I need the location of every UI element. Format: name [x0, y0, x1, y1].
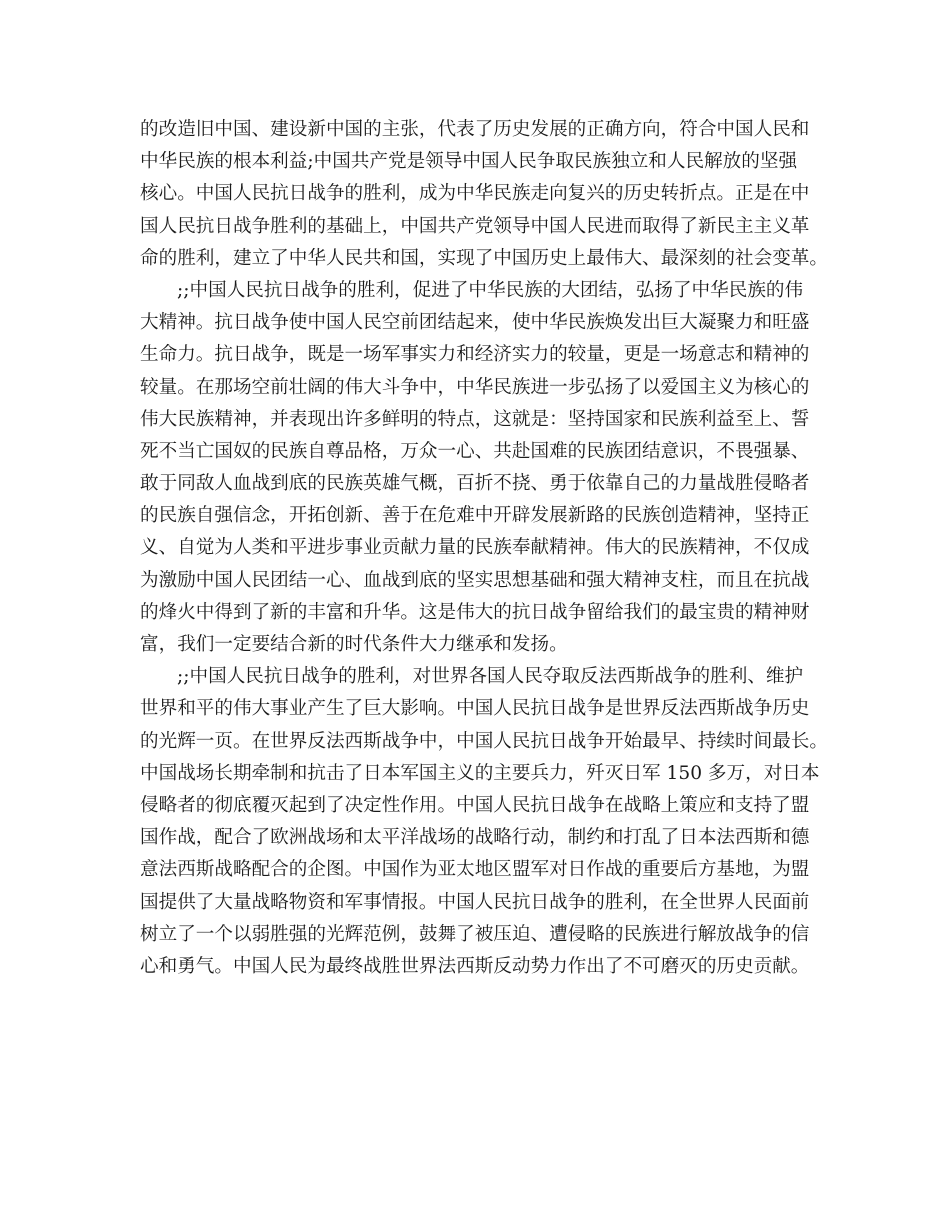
text-line: 大精神。抗日战争使中国人民空前团结起来，使中华民族焕发出巨大凝聚力和旺盛 [140, 312, 810, 334]
document-body [140, 114, 830, 983]
text-line: 的改造旧中国、建设新中国的主张，代表了历史发展的正确方向，符合中国人民和 [140, 119, 810, 140]
text-line: 的烽火中得到了新的丰富和升华。这是伟大的抗日战争留给我们的最宝贵的精神财 [140, 601, 810, 623]
text-line: 心和勇气。中国人民为最终战胜世界法西斯反动势力作出了不可磨灭的历史贡献。 [140, 955, 810, 977]
text-line: 中国战场长期牵制和抗击了日本军国主义的主要兵力，歼灭日军 150 多万，对日本 [140, 762, 820, 784]
text-line: 的光辉一页。在世界反法西斯战争中，中国人民抗日战争开始最早、持续时间最长。 [140, 730, 828, 752]
text-line: ;;中国人民抗日战争的胜利，促进了中华民族的大团结，弘扬了中华民族的伟 [177, 279, 804, 301]
text-line: 生命力。抗日战争，既是一场军事实力和经济实力的较量，更是一场意志和精神的 [140, 344, 810, 366]
text-line: 义、自觉为人类和平进步事业贡献力量的民族奉献精神。伟大的民族精神，不仅成 [140, 537, 810, 559]
text-line: 意法西斯战略配合的企图。中国作为亚太地区盟军对日作战的重要后方基地，为盟 [140, 859, 810, 881]
text-line: 中华民族的根本利益;中国共产党是领导中国人民争取民族独立和人民解放的坚强 [140, 151, 798, 173]
text-line: 较量。在那场空前壮阔的伟大斗争中，中华民族进一步弘扬了以爱国主义为核心的 [140, 376, 810, 398]
text-line: 侵略者的彻底覆灭起到了决定性作用。中国人民抗日战争在战略上策应和支持了盟 [140, 794, 810, 816]
text-line: 的民族自强信念，开拓创新、善于在危难中开辟发展新路的民族创造精神，坚持正 [140, 505, 810, 527]
text-line: 世界和平的伟大事业产生了巨大影响。中国人民抗日战争是世界反法西斯战争历史 [140, 698, 810, 720]
paragraph [140, 661, 830, 983]
text-line: 敢于同敌人血战到底的民族英雄气概，百折不挠、勇于依靠自己的力量战胜侵略者 [140, 473, 810, 495]
text-line: 死不当亡国奴的民族自尊品格，万众一心、共赴国难的民族团结意识，不畏强暴、 [140, 440, 810, 462]
text-line: 国人民抗日战争胜利的基础上，中国共产党领导中国人民进而取得了新民主主义革 [140, 215, 810, 237]
paragraph [140, 114, 830, 275]
text-line: 命的胜利，建立了中华人民共和国，实现了中国历史上最伟大、最深刻的社会变革。 [140, 247, 828, 269]
paragraph [140, 275, 830, 661]
text-line: ;;中国人民抗日战争的胜利，对世界各国人民夺取反法西斯战争的胜利、维护 [177, 666, 804, 688]
text-line: 伟大民族精神，并表现出许多鲜明的特点，这就是：坚持国家和民族利益至上、誓 [140, 408, 810, 430]
text-line: 富，我们一定要结合新的时代条件大力继承和发扬。 [140, 634, 568, 655]
text-line: 核心。中国人民抗日战争的胜利，成为中华民族走向复兴的历史转折点。正是在中 [140, 183, 810, 205]
text-line: 国作战，配合了欧洲战场和太平洋战场的战略行动，制约和打乱了日本法西斯和德 [140, 827, 810, 849]
text-line: 为激励中国人民团结一心、血战到底的坚实思想基础和强大精神支柱，而且在抗战 [140, 569, 810, 591]
text-line: 树立了一个以弱胜强的光辉范例，鼓舞了被压迫、遭侵略的民族进行解放战争的信 [140, 923, 810, 945]
text-line: 国提供了大量战略物资和军事情报。中国人民抗日战争的胜利，在全世界人民面前 [140, 891, 810, 913]
